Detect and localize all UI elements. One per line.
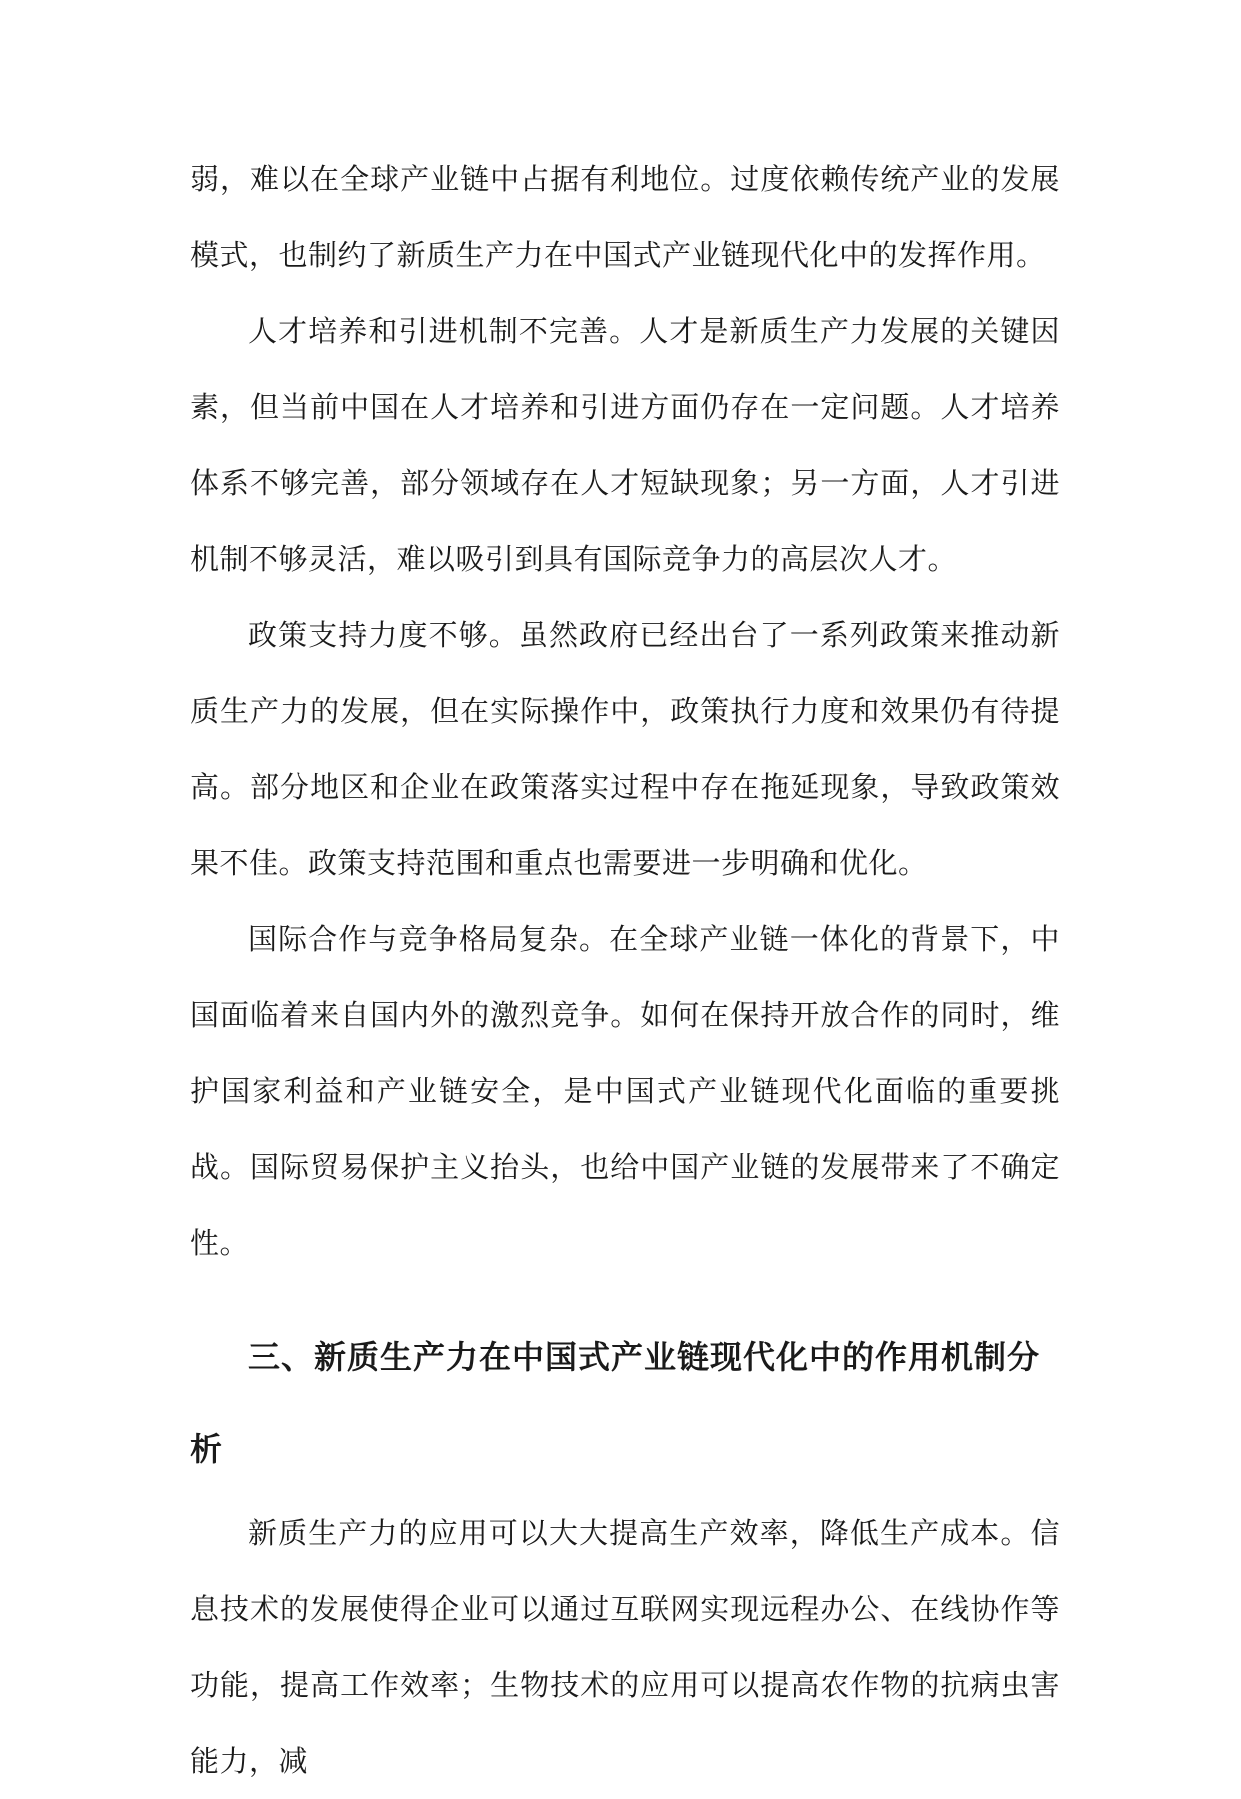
document-body: [190, 141, 1060, 1799]
section-heading: 三、新质生产力在中国式产业链现代化中的作用机制分析: [190, 1338, 1041, 1468]
paragraph-continued: 弱，难以在全球产业链中占据有利地位。过度依赖传统产业的发展模式，也制约了新质生产力在中国式产业链现代化中的发挥作用。: [190, 162, 1060, 272]
paragraph-international: 国际合作与竞争格局复杂。在全球产业链一体化的背景下，中国面临着来自国内外的激烈竞争。如何在保持开放合作的同时，维护国家利益和产业链安全，是中国式产业链现代化面临的重要挑战。国际贸易保护主义抬头，也给中国产业链的发展带来了不确定性。: [190, 922, 1060, 1260]
paragraph-policy: 政策支持力度不够。虽然政府已经出台了一系列政策来推动新质生产力的发展，但在实际操作中，政策执行力度和效果仍有待提高。部分地区和企业在政策落实过程中存在拖延现象，导致政策效果不佳。政策支持范围和重点也需要进一步明确和优化。: [190, 618, 1060, 880]
paragraph-talent: 人才培养和引进机制不完善。人才是新质生产力发展的关键因素，但当前中国在人才培养和引进方面仍存在一定问题。人才培养体系不够完善，部分领域存在人才短缺现象；另一方面，人才引进机制不够灵活，难以吸引到具有国际竞争力的高层次人才。: [190, 314, 1060, 576]
paragraph-efficiency: 新质生产力的应用可以大大提高生产效率，降低生产成本。信息技术的发展使得企业可以通过互联网实现远程办公、在线协作等功能，提高工作效率；生物技术的应用可以提高农作物的抗病虫害能力，减: [190, 1516, 1060, 1778]
